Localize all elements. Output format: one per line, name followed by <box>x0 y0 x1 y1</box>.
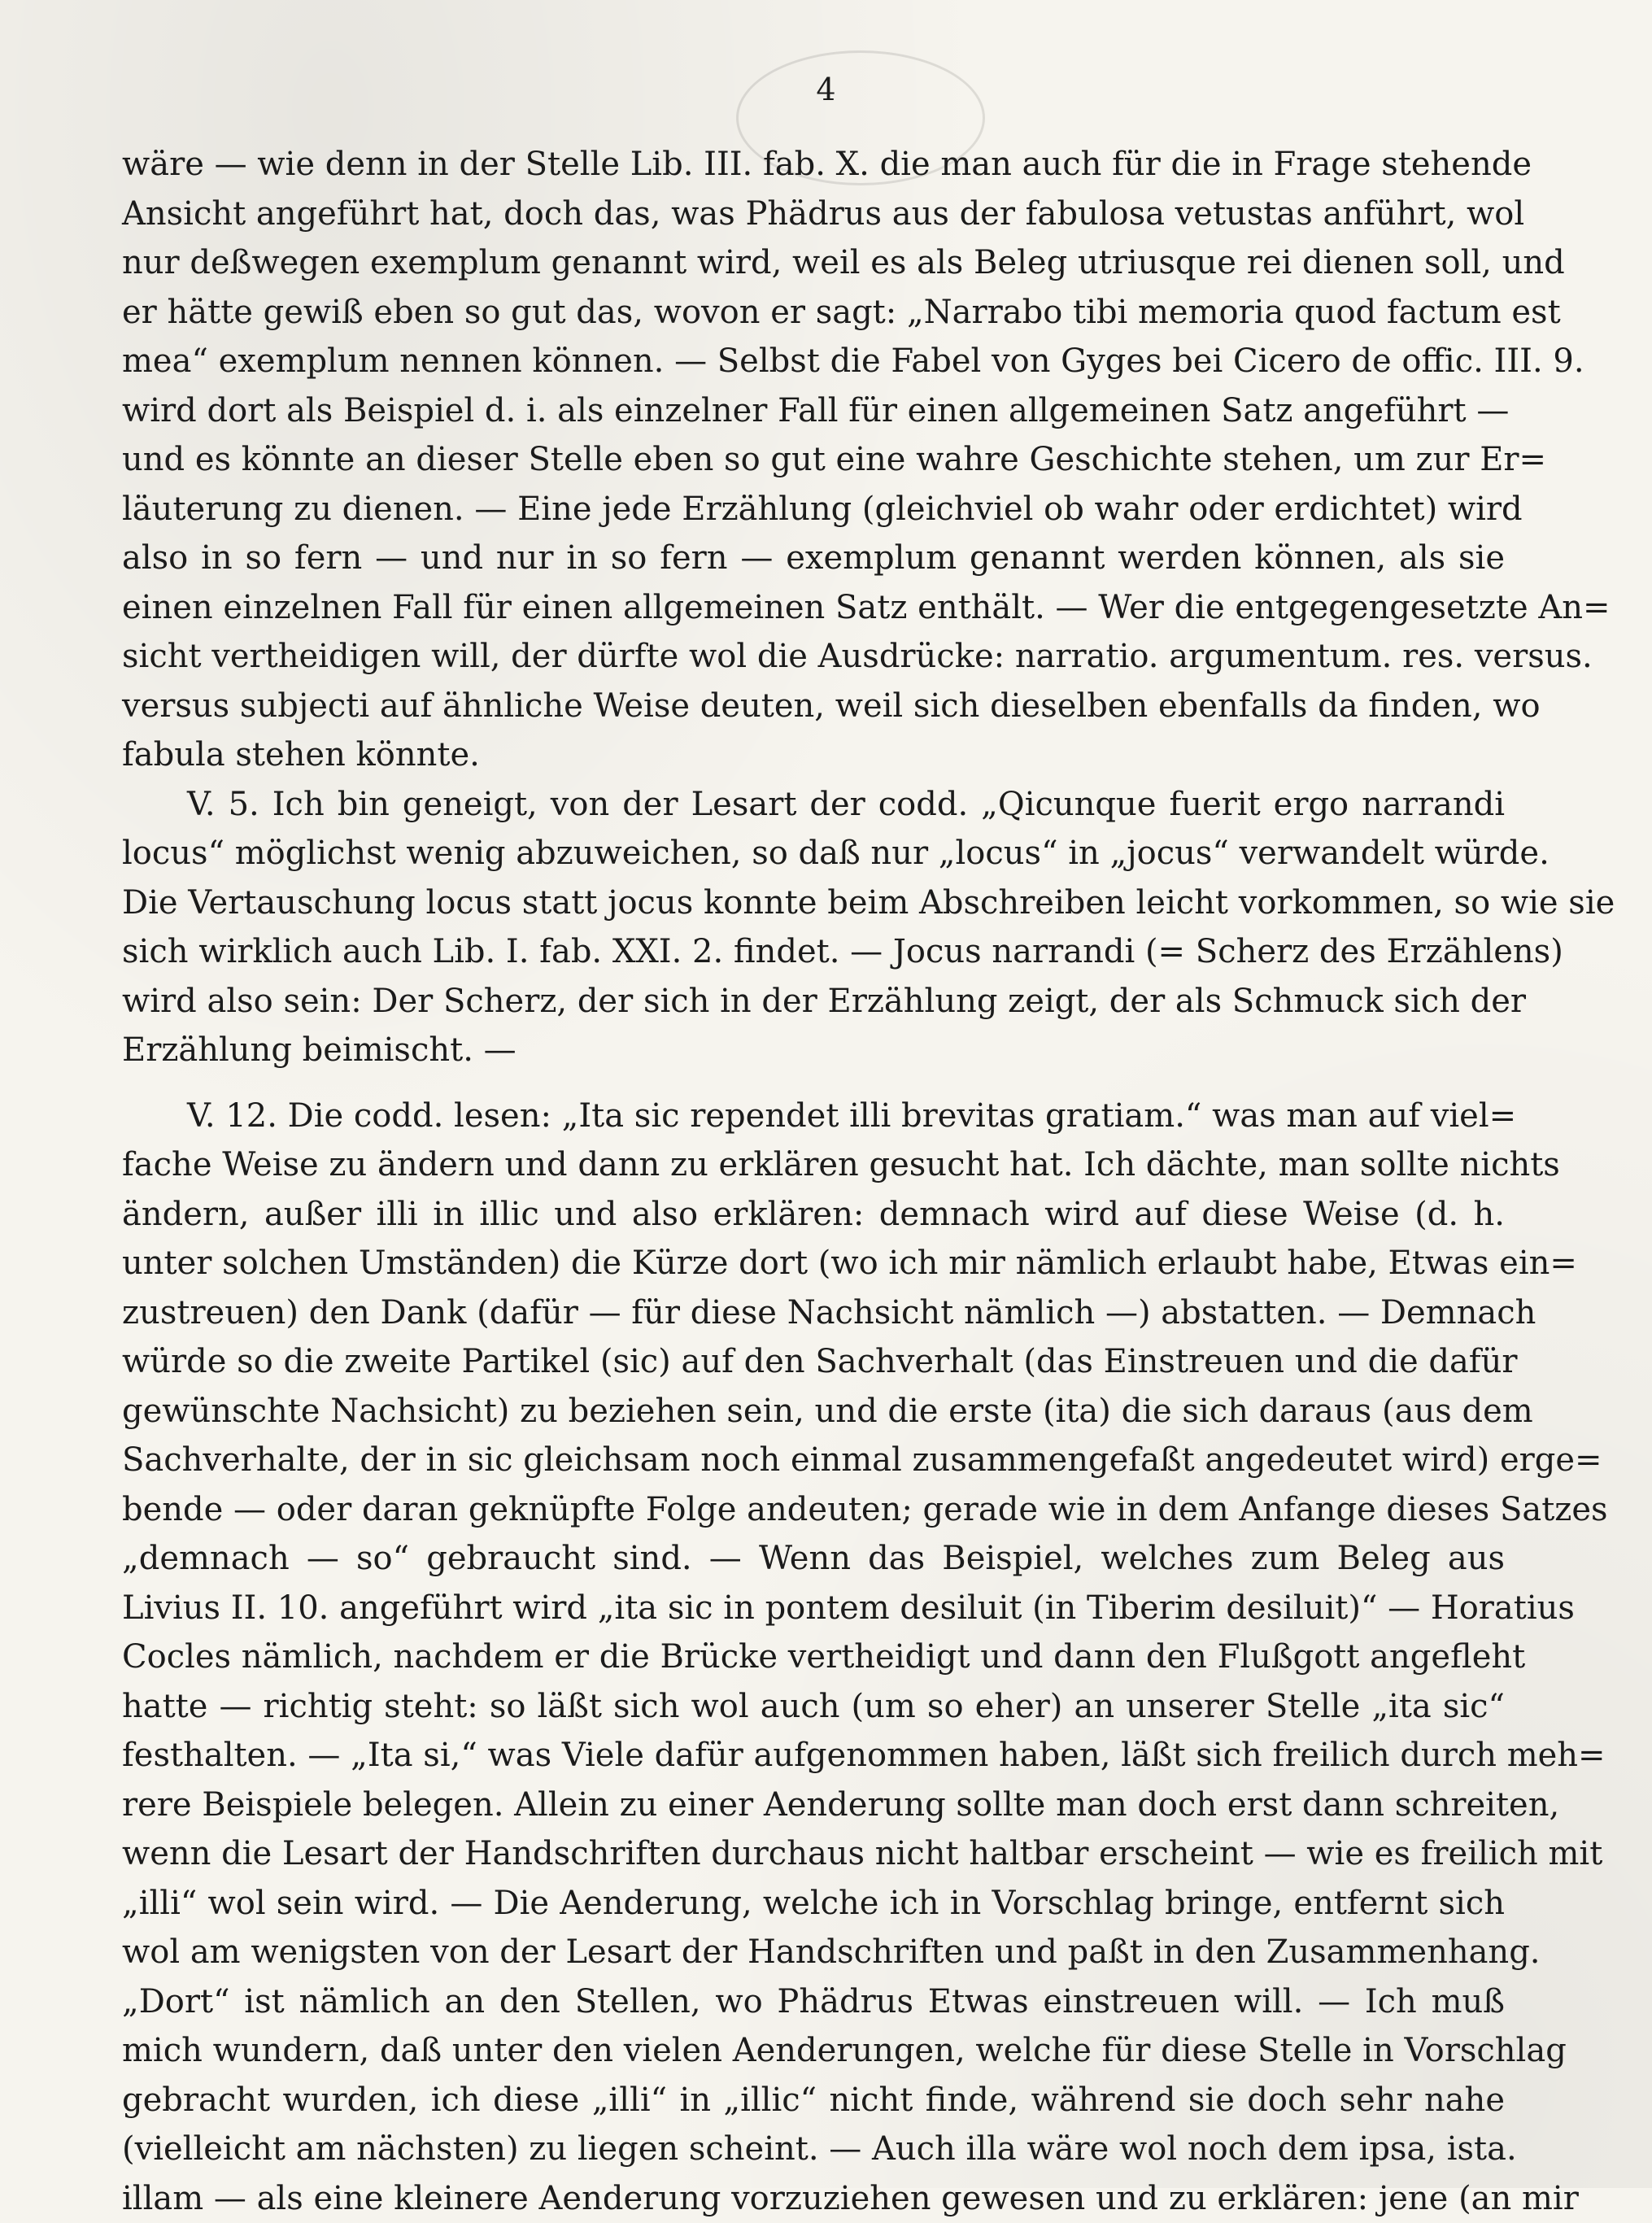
text-line: ändern, außer illi in illic und also erklären: demnach wird auf diese Weise (d. h. <box>122 1190 1505 1240</box>
text-line: locus“ möglichst wenig abzuweichen, so daß nur „locus“ in „jocus“ verwandelt würde. <box>122 829 1505 878</box>
text-line: wäre — wie denn in der Stelle Lib. III. fab. X. die man auch für die in Frage stehende <box>122 140 1505 190</box>
text-line: festhalten. — „Ita si,“ was Viele dafür aufgenommen haben, läßt sich freilich durch meh= <box>122 1731 1505 1781</box>
text-line: gebracht wurden, ich diese „illi“ in „illic“ nicht finde, während sie doch sehr nahe <box>122 2076 1505 2125</box>
text-line: illam — als eine kleinere Aenderung vorzuziehen gewesen und zu erklären: jene (an mir <box>122 2174 1505 2223</box>
text-line: unter solchen Umständen) die Kürze dort (wo ich mir nämlich erlaubt habe, Etwas ein= <box>122 1239 1505 1288</box>
text-line: also in so fern — und nur in so fern — exemplum genannt werden können, als sie <box>122 534 1505 583</box>
body-text <box>122 140 1505 2223</box>
text-line: mich wundern, daß unter den vielen Aenderungen, welche für diese Stelle in Vorschlag <box>122 2026 1505 2076</box>
text-line: zustreuen) den Dank (dafür — für diese Nachsicht nämlich —) abstatten. — Demnach <box>122 1288 1505 1338</box>
text-line: sich wirklich auch Lib. I. fab. XXI. 2. findet. — Jocus narrandi (= Scherz des Erzählens) <box>122 927 1505 977</box>
text-line: Erzählung beimischt. — <box>122 1026 1505 1075</box>
text-line: versus subjecti auf ähnliche Weise deuten, weil sich dieselben ebenfalls da finden, wo <box>122 682 1505 731</box>
text-line: würde so die zweite Partikel (sic) auf den Sachverhalt (das Einstreuen und die dafür <box>122 1337 1505 1387</box>
text-line: wird also sein: Der Scherz, der sich in der Erzählung zeigt, der als Schmuck sich der <box>122 977 1505 1027</box>
text-line: Die Vertauschung locus statt jocus konnte beim Abschreiben leicht vorkommen, so wie sie <box>122 878 1505 928</box>
text-line: Livius II. 10. angeführt wird „ita sic in pontem desiluit (in Tiberim desiluit)“ — Horatius <box>122 1584 1505 1633</box>
text-line: einen einzelnen Fall für einen allgemeinen Satz enthält. — Wer die entgegengesetzte An= <box>122 583 1505 633</box>
text-line: (vielleicht am nächsten) zu liegen scheint. — Auch illa wäre wol noch dem ipsa, ista. <box>122 2125 1505 2174</box>
text-line: Ansicht angeführt hat, doch das, was Phädrus aus der fabulosa vetustas anführt, wol <box>122 190 1505 239</box>
text-line: „Dort“ ist nämlich an den Stellen, wo Phädrus Etwas einstreuen will. — Ich muß <box>122 1977 1505 2027</box>
text-line: Cocles nämlich, nachdem er die Brücke vertheidigt und dann den Flußgott angefleht <box>122 1632 1505 1682</box>
text-line: V. 5. Ich bin geneigt, von der Lesart der codd. „Qicunque fuerit ergo narrandi <box>122 780 1505 830</box>
text-line: hatte — richtig steht: so läßt sich wol auch (um so eher) an unserer Stelle „ita sic“ <box>122 1682 1505 1732</box>
text-line: gewünschte Nachsicht) zu beziehen sein, und die erste (ita) die sich daraus (aus dem <box>122 1387 1505 1436</box>
text-line: bende — oder daran geknüpfte Folge andeuten; gerade wie in dem Anfange dieses Satzes <box>122 1485 1505 1535</box>
text-line: rere Beispiele belegen. Allein zu einer Aenderung sollte man doch erst dann schreiten, <box>122 1781 1505 1830</box>
text-line: Sachverhalte, der in sic gleichsam noch einmal zusammengefaßt angedeutet wird) erge= <box>122 1436 1505 1485</box>
text-line: er hätte gewiß eben so gut das, wovon er sagt: „Narrabo tibi memoria quod factum est <box>122 288 1505 338</box>
text-line: wenn die Lesart der Handschriften durchaus nicht haltbar erscheint — wie es freilich mit <box>122 1829 1505 1879</box>
text-line: „demnach — so“ gebraucht sind. — Wenn das Beispiel, welches zum Beleg aus <box>122 1534 1505 1584</box>
text-line: „illi“ wol sein wird. — Die Aenderung, welche ich in Vorschlag bringe, entfernt sich <box>122 1879 1505 1929</box>
text-line: fache Weise zu ändern und dann zu erklären gesucht hat. Ich dächte, man sollte nichts <box>122 1140 1505 1190</box>
text-line: nur deßwegen exemplum genannt wird, weil es als Beleg utriusque rei dienen soll, und <box>122 238 1505 288</box>
text-line: wird dort als Beispiel d. i. als einzelner Fall für einen allgemeinen Satz angeführt — <box>122 386 1505 436</box>
text-line: fabula stehen könnte. <box>122 730 1505 780</box>
text-line: sicht vertheidigen will, der dürfte wol die Ausdrücke: narratio. argumentum. res. versus. <box>122 632 1505 682</box>
text-line: mea“ exemplum nennen können. — Selbst die Fabel von Gyges bei Cicero de offic. III. 9. <box>122 337 1505 386</box>
page-number: 4 <box>0 72 1652 107</box>
text-line: und es könnte an dieser Stelle eben so gut eine wahre Geschichte stehen, um zur Er= <box>122 435 1505 485</box>
text-line: wol am wenigsten von der Lesart der Handschriften und paßt in den Zusammenhang. <box>122 1928 1505 1977</box>
text-line: läuterung zu dienen. — Eine jede Erzählung (gleichviel ob wahr oder erdichtet) wird <box>122 485 1505 534</box>
paragraph-gap <box>122 1075 1505 1092</box>
text-line: V. 12. Die codd. lesen: „Ita sic rependet illi brevitas gratiam.“ was man auf viel= <box>122 1092 1505 1141</box>
